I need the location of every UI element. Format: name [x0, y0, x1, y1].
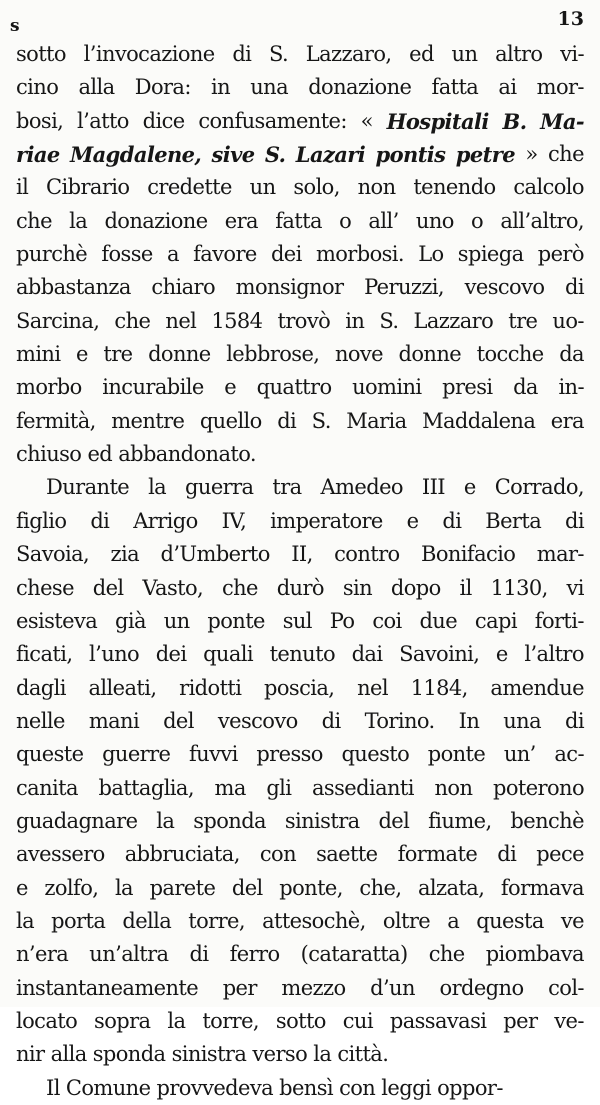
word: spiega [457, 242, 524, 267]
word: ordegno [439, 975, 524, 1000]
text-line [16, 938, 584, 971]
word: un [163, 608, 190, 633]
word: Hospitali [386, 108, 489, 134]
word: donazione [104, 208, 208, 233]
word: all’altro, [500, 208, 584, 233]
word: ridotti [179, 675, 242, 700]
word: confusamente: [198, 108, 347, 133]
text-line [16, 805, 584, 838]
word: l’altro [524, 642, 584, 667]
word: ac- [554, 742, 584, 767]
word: provvedeva [156, 1075, 274, 1100]
word: (cataratta) [300, 942, 408, 967]
word: sopra [94, 1008, 151, 1033]
word: mezzo [281, 975, 346, 1000]
word: guerre [102, 742, 171, 767]
word: 1184, [410, 675, 468, 700]
word: alleati, [88, 675, 157, 700]
word: fosse [101, 242, 153, 267]
text-line [16, 271, 584, 304]
word: del [92, 575, 124, 600]
word: Durante [46, 475, 130, 500]
word: del [231, 875, 263, 900]
word: instantaneamente [16, 975, 199, 1000]
word: canita [16, 775, 78, 800]
word: altro [495, 42, 543, 66]
word: passavasi [389, 1008, 487, 1033]
word: torre, [202, 1008, 259, 1033]
text-line [16, 171, 584, 204]
word: guadagnare [16, 808, 138, 833]
word: alzata, [418, 875, 485, 900]
word: zolfo, [44, 875, 99, 900]
word: che [547, 142, 584, 167]
word: di [277, 408, 297, 433]
word: ponte [207, 608, 265, 633]
word: e [406, 508, 419, 533]
word: durò [276, 575, 324, 600]
word: parete [149, 875, 216, 900]
word: Torino. [364, 708, 435, 733]
word: il [459, 575, 472, 600]
word: benchè [510, 808, 584, 833]
word: ai [498, 75, 517, 100]
word: Po [329, 608, 355, 633]
word: vescovo [217, 708, 298, 733]
word: cino [16, 75, 59, 100]
word: era [224, 208, 258, 233]
word: zia [110, 542, 140, 567]
word: morbosi. [315, 242, 404, 267]
word: pontis [375, 142, 446, 168]
text-line [16, 371, 584, 404]
word: l’uno [89, 642, 140, 667]
word: Magdalene, [70, 142, 202, 168]
word: 1130, [490, 575, 548, 600]
word: l’atto [77, 108, 129, 133]
word: In [458, 708, 480, 733]
word: alla [78, 75, 115, 100]
word: e [224, 375, 237, 400]
word: coi [372, 608, 402, 633]
word: di [565, 708, 584, 733]
word: Lazzaro [413, 308, 494, 333]
word: III [421, 475, 445, 500]
word: cui [342, 1008, 373, 1033]
word: ve [560, 908, 584, 933]
word: in- [558, 375, 584, 400]
word: di [497, 842, 517, 867]
text-line [16, 438, 584, 471]
word: Arrigo [133, 508, 198, 533]
word: e [495, 642, 508, 667]
word: uomini [352, 375, 422, 400]
word: ed [87, 442, 113, 467]
word: un’ [503, 742, 536, 767]
word: sive [211, 142, 255, 168]
word: di [90, 508, 110, 533]
word: bensì [279, 1075, 333, 1100]
word: Maddalena [422, 408, 536, 433]
word: Amedeo [320, 475, 403, 500]
word: e [16, 875, 28, 900]
word: calcolo [513, 175, 584, 200]
word: la [167, 1008, 186, 1033]
text-line [16, 872, 584, 905]
word: sotto [16, 42, 66, 66]
text-line [16, 338, 584, 371]
word: e [463, 475, 476, 500]
text-line [16, 205, 584, 238]
word: non [357, 175, 396, 200]
word: credette [147, 175, 232, 200]
signature-mark: s [10, 16, 20, 36]
word: vescovo [464, 275, 545, 300]
text-line [16, 138, 584, 171]
word: sin [342, 575, 373, 600]
word: Sarcina, [16, 308, 100, 333]
word: saette [316, 842, 378, 867]
word: di [232, 42, 252, 66]
text-line [16, 672, 584, 705]
word: bosi, [16, 108, 64, 133]
word: un [249, 175, 276, 200]
word: in [345, 308, 365, 333]
word: sul [282, 608, 312, 633]
word: questa [476, 908, 544, 933]
word: « [360, 108, 373, 133]
word: assedianti [312, 775, 414, 800]
word: sponda [193, 808, 266, 833]
text-line [16, 105, 584, 138]
word: S. [379, 308, 399, 333]
word: ponte [427, 742, 486, 767]
word: tenendo [413, 175, 496, 200]
text-line [16, 1072, 584, 1105]
word: alla [50, 1042, 87, 1067]
word: tre [103, 342, 133, 367]
text-line [16, 305, 584, 338]
word: e [76, 342, 88, 367]
word: del [378, 808, 410, 833]
word: mentre [111, 408, 185, 433]
word: queste [16, 742, 84, 767]
word: ma [214, 775, 246, 800]
word: due [419, 608, 458, 633]
word: fatta [431, 75, 479, 100]
word: la [114, 875, 133, 900]
word: locato [16, 1008, 78, 1033]
word: col- [548, 975, 584, 1000]
word: II, [291, 542, 313, 567]
text-line [16, 505, 584, 538]
text-line [16, 838, 584, 871]
word: della [122, 908, 172, 933]
word: mini [16, 342, 61, 367]
word: vi [566, 575, 584, 600]
text-line [16, 605, 584, 638]
word: da [513, 375, 538, 400]
word: presso [256, 742, 323, 767]
word: battaglia, [98, 775, 194, 800]
word: questo [341, 742, 410, 767]
word: chese [16, 575, 74, 600]
word: forti- [534, 608, 584, 633]
word: fermità, [16, 408, 96, 433]
word: con [259, 842, 296, 867]
word: dopo [390, 575, 441, 600]
word: una [250, 75, 289, 100]
word: nove [334, 342, 383, 367]
word: d’un [370, 975, 415, 1000]
word: torre, [188, 908, 245, 933]
word: di [189, 942, 209, 967]
word: » [525, 142, 538, 167]
word: che [16, 208, 52, 233]
word: n’era [16, 942, 69, 967]
word: quali [203, 642, 253, 667]
word: che [114, 308, 151, 333]
word: fuvvi [188, 742, 238, 767]
word: mor- [536, 75, 584, 100]
word: all’ [368, 208, 399, 233]
word: o [471, 208, 484, 233]
word: Comune [65, 1075, 151, 1100]
text-line [16, 905, 584, 938]
word: avessero [16, 842, 105, 867]
word: favore [193, 242, 257, 267]
word: nir [16, 1042, 45, 1067]
word: per [222, 975, 257, 1000]
word: mani [88, 708, 140, 733]
word: tre [508, 308, 538, 333]
word: il [16, 175, 29, 200]
text-line [16, 538, 584, 571]
word: pece [536, 842, 584, 867]
word: la [313, 1042, 332, 1067]
word: fiume, [428, 808, 492, 833]
word: donazione [308, 75, 412, 100]
word: incurabile [102, 375, 204, 400]
word: che, [359, 875, 402, 900]
word: amendue [490, 675, 584, 700]
word: un’altra [89, 942, 169, 967]
page-number: 13 [557, 8, 584, 30]
word: trovò [277, 308, 331, 333]
word: mar- [536, 542, 584, 567]
text-line [16, 1038, 584, 1071]
word: ferro [229, 942, 280, 967]
word: città. [337, 1042, 389, 1067]
word: ponte, [279, 875, 343, 900]
word: dai [351, 642, 383, 667]
text-line [16, 471, 584, 504]
word: figlio [16, 508, 67, 533]
text-line [16, 71, 584, 104]
word: verso [252, 1042, 308, 1067]
body-text [16, 38, 584, 1105]
word: B. [502, 108, 527, 134]
word: tra [272, 475, 302, 500]
text-line [16, 572, 584, 605]
text-line [16, 238, 584, 271]
word: di [565, 508, 584, 533]
text-line [16, 705, 584, 738]
word: tocche [476, 342, 544, 367]
word: quattro [256, 375, 332, 400]
word: ficati, [16, 642, 73, 667]
word: imperatore [270, 508, 383, 533]
word: quello [199, 408, 262, 433]
word: ed [409, 42, 434, 66]
word: Bonifacio [421, 542, 516, 567]
word: la [148, 475, 167, 500]
word: Dora: [134, 75, 191, 100]
text-line [16, 972, 584, 1005]
text-line [16, 772, 584, 805]
text-line [16, 405, 584, 438]
word: formava [500, 875, 584, 900]
word: oppor- [437, 1075, 503, 1100]
word: nel [357, 675, 388, 700]
word: abbruciata, [124, 842, 240, 867]
word: Cibrario [46, 175, 130, 200]
word: a [166, 242, 179, 267]
word: abbastanza [16, 275, 131, 300]
word: da [559, 342, 584, 367]
word: nel [165, 308, 197, 333]
word: che [428, 942, 465, 967]
word: con [339, 1075, 376, 1100]
word: Maria [346, 408, 407, 433]
word: la [156, 808, 175, 833]
word: Savoia, [16, 542, 90, 567]
word: riae [16, 142, 60, 168]
word: uno [415, 208, 454, 233]
word: IV, [221, 508, 247, 533]
word: purchè [16, 242, 88, 267]
word: Il [46, 1075, 60, 1100]
word: d’Umberto [160, 542, 270, 567]
text-line [16, 638, 584, 671]
word: solo, [293, 175, 340, 200]
word: o [339, 208, 352, 233]
word: lebbrose, [226, 342, 320, 367]
word: S. [264, 142, 286, 168]
word: Lazari [295, 142, 366, 168]
word: che [221, 575, 258, 600]
word: monsignor [235, 275, 344, 300]
word: sinistra [171, 1042, 247, 1067]
word: petre [455, 142, 515, 168]
text-line [16, 738, 584, 771]
word: di [321, 708, 341, 733]
word: già [114, 608, 146, 633]
word: sinistra [284, 808, 360, 833]
word: una [503, 708, 542, 733]
word: di [442, 508, 462, 533]
word: la [16, 908, 35, 933]
word: un [451, 42, 478, 66]
word: la [69, 208, 88, 233]
word: dei [270, 242, 302, 267]
word: chiaro [151, 275, 216, 300]
word: uo- [552, 308, 584, 333]
word: guerra [185, 475, 254, 500]
word: donne [148, 342, 211, 367]
word: donne [398, 342, 462, 367]
word: Berta [485, 508, 542, 533]
word: dice [142, 108, 185, 133]
word: poterono [492, 775, 584, 800]
word: Savoini, [399, 642, 480, 667]
word: capi [474, 608, 517, 633]
word: del [163, 708, 194, 733]
word: presi [442, 375, 493, 400]
word: 1584 [211, 308, 263, 333]
word: l’invocazione [83, 42, 215, 66]
word: di [565, 275, 584, 300]
word: per [503, 1008, 538, 1033]
word: Peruzzi, [364, 275, 444, 300]
word: chiuso [16, 442, 82, 467]
word: sotto [275, 1008, 326, 1033]
word: esisteva [16, 608, 98, 633]
word: morbo [16, 375, 82, 400]
word: però [537, 242, 584, 267]
word: dei [155, 642, 187, 667]
word: era [550, 408, 584, 433]
word: contro [334, 542, 400, 567]
word: tenuto [269, 642, 335, 667]
word: Ma- [540, 108, 584, 134]
word: non [434, 775, 473, 800]
word: oltre [382, 908, 431, 933]
word: dagli [16, 675, 66, 700]
word: formate [397, 842, 478, 867]
word: poscia, [264, 675, 335, 700]
word: leggi [381, 1075, 432, 1100]
word: Lazzaro, [305, 42, 392, 66]
word: in [211, 75, 231, 100]
word: piombava [485, 942, 584, 967]
text-line [16, 1005, 584, 1038]
word: Corrado, [494, 475, 584, 500]
text-line [16, 38, 584, 71]
word: attesochè, [262, 908, 366, 933]
word: ve- [554, 1008, 584, 1033]
word: Lo [418, 242, 444, 267]
word: porta [51, 908, 106, 933]
word: sponda [92, 1042, 166, 1067]
word: gli [266, 775, 292, 800]
word: S. [268, 42, 289, 66]
word: vi- [560, 42, 584, 66]
word: fatta [275, 208, 322, 233]
word: Vasto, [142, 575, 204, 600]
word: abbandonato. [118, 442, 256, 467]
word: nelle [16, 708, 65, 733]
word: a [447, 908, 460, 933]
word: S. [311, 408, 331, 433]
